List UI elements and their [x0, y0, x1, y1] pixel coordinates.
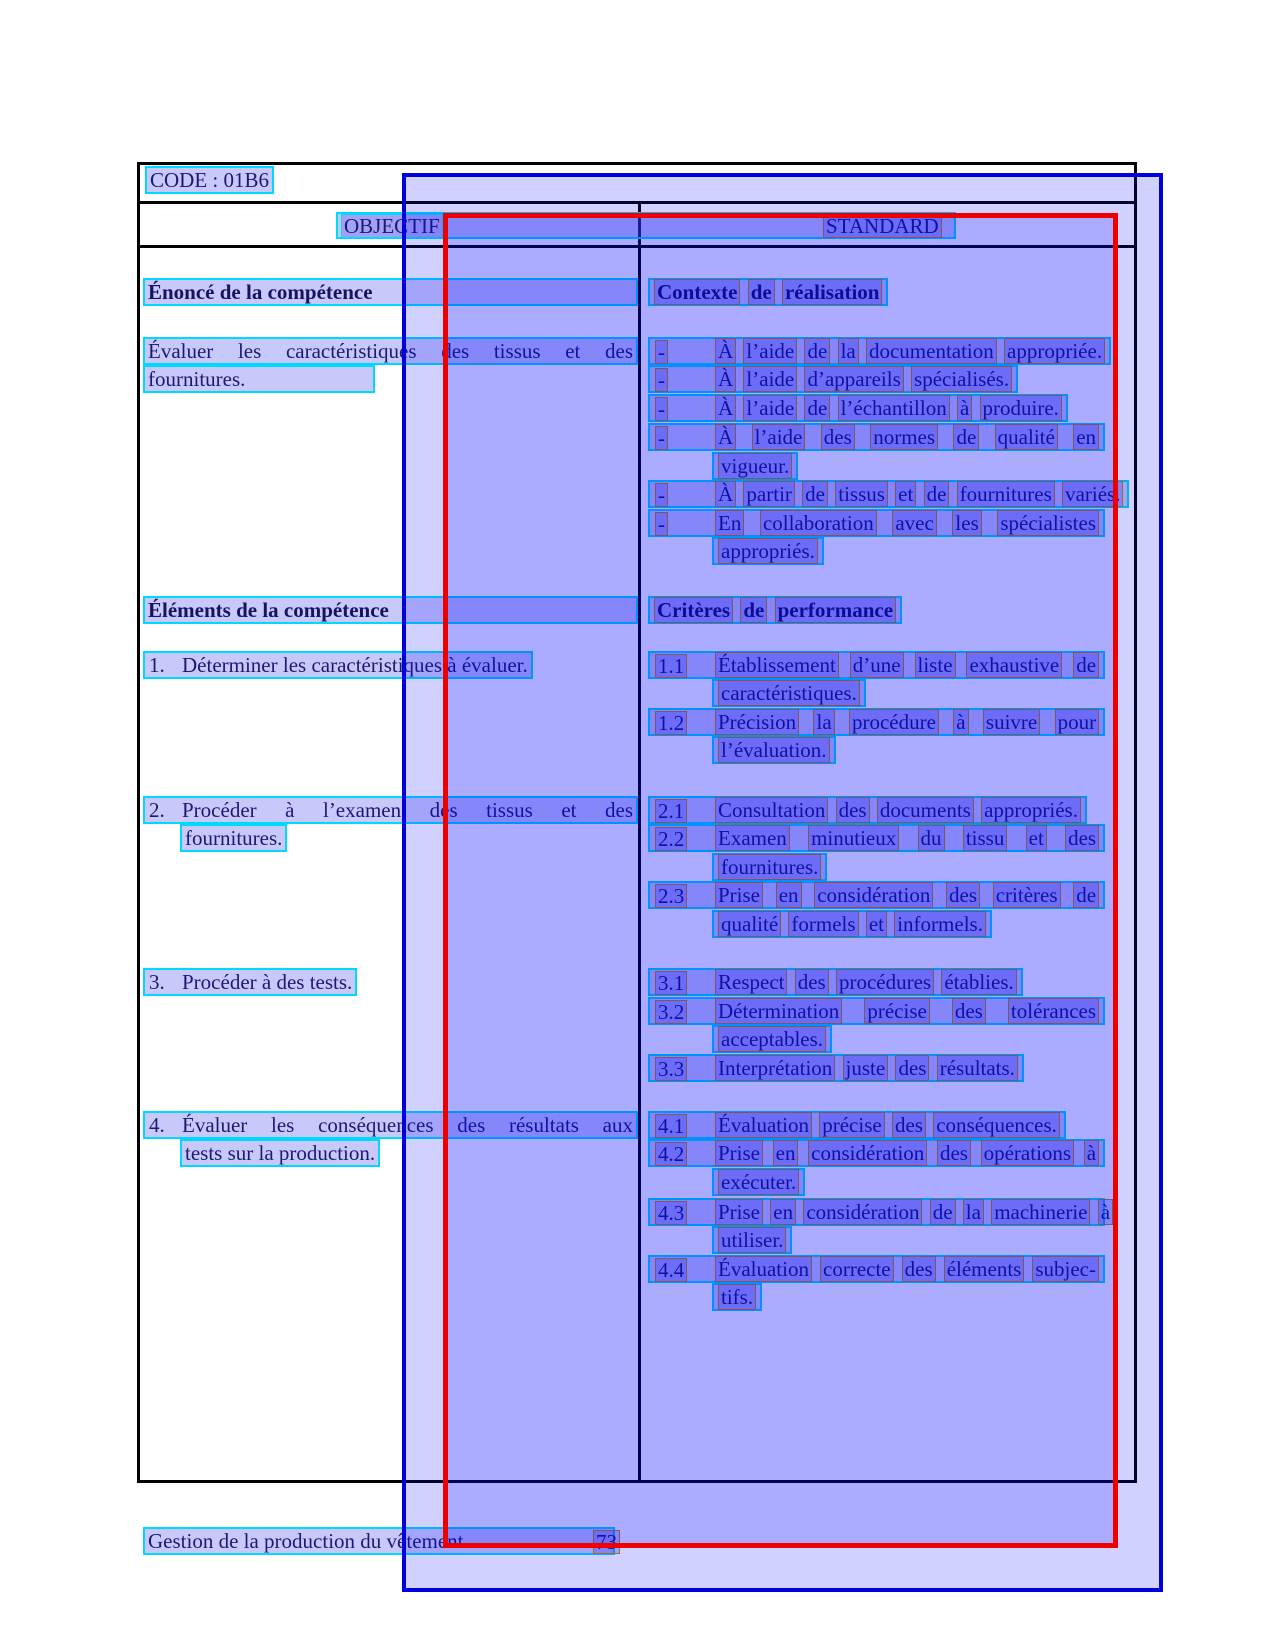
criterion-3-3-text: Interprétation juste des résultats.	[714, 1056, 1019, 1080]
context-item-1-text: À l’aide de la documentation appropriée.	[714, 339, 1106, 363]
criterion-1-2-marker: 1.2	[655, 711, 687, 735]
footer-title: Gestion de la production du vêtement	[148, 1529, 464, 1553]
criterion-2-1-text: Consultation des documents appropriés.	[714, 798, 1082, 822]
criterion-3-2-text: Détermination précise des tolérances	[714, 999, 1100, 1023]
bullet-marker: -	[655, 426, 668, 450]
element-3-marker: 3.	[149, 970, 165, 994]
criterion-2-1-marker: 2.1	[655, 799, 687, 823]
criterion-1-2-line-2: l’évaluation.	[712, 736, 836, 764]
criterion-2-3-text: Prise en considération des critères de	[714, 883, 1100, 907]
bullet-marker: -	[655, 340, 668, 364]
element-3	[143, 968, 357, 996]
criterion-3-1-marker: 3.1	[655, 971, 687, 995]
criterion-4-4-marker: 4.4	[655, 1258, 687, 1282]
annotation-region-red	[443, 213, 1118, 1548]
criteria-heading: Critères de performance	[648, 596, 902, 624]
page-number: 73	[593, 1530, 620, 1554]
criterion-4-1-marker: 4.1	[655, 1114, 687, 1138]
context-heading: Contexte de réalisation	[648, 278, 888, 306]
element-4-text: Évaluer les conséquences des résultats aux	[182, 1113, 633, 1137]
bullet-marker: -	[655, 368, 668, 392]
context-item-3-text: À l’aide de l’échantillon à produire.	[714, 396, 1063, 420]
element-4-marker: 4.	[149, 1113, 165, 1137]
criterion-4-4-line-2: tifs.	[712, 1283, 762, 1311]
element-2-text: Procéder à l’examen des tissus et des	[182, 798, 633, 822]
competency-statement-line-1: Évaluer les caractéristiques des tissus et des	[143, 337, 638, 365]
criterion-4-1-text: Évaluation précise des conséquences.	[714, 1113, 1061, 1137]
context-item-5-text: À partir de tissus et de fournitures variés.	[714, 482, 1124, 506]
criterion-1-1-line-2: caractéristiques.	[712, 679, 866, 707]
bullet-marker: -	[655, 397, 668, 421]
standard-header: STANDARD	[823, 214, 942, 238]
competency-statement-heading: Énoncé de la compétence	[143, 278, 638, 306]
criterion-1-1-text: Établissement d’une liste exhaustive de	[714, 653, 1100, 677]
element-1-text: Déterminer les caractéristiques à évaluer.	[182, 653, 528, 677]
criterion-4-2-line-2: exécuter.	[712, 1168, 805, 1196]
competency-statement-line-2: fournitures.	[143, 365, 375, 393]
element-3-text: Procéder à des tests.	[182, 970, 353, 994]
criterion-4-4-text: Évaluation correcte des éléments subjec-	[714, 1257, 1100, 1281]
context-item-6-line-2: appropriés.	[712, 537, 824, 565]
criterion-4-2-text: Prise en considération des opérations à	[714, 1141, 1100, 1165]
criterion-2-2-text: Examen minutieux du tissu et des	[714, 826, 1100, 850]
criterion-1-1-marker: 1.1	[655, 654, 687, 678]
context-item-4-line-2: vigueur.	[712, 452, 798, 480]
element-2-marker: 2.	[149, 798, 165, 822]
context-item-6-text: En collaboration avec les spécialistes	[714, 511, 1100, 535]
criterion-4-3-text: Prise en considération de la machinerie à	[714, 1200, 1114, 1224]
criterion-2-3-line-2: qualité formels et informels.	[712, 910, 992, 938]
competency-elements-heading: Éléments de la compétence	[143, 596, 638, 624]
criterion-2-3-marker: 2.3	[655, 884, 687, 908]
criterion-4-3-line-2: utiliser.	[712, 1226, 792, 1254]
criterion-1-2-text: Précision la procédure à suivre pour	[714, 710, 1100, 734]
context-item-4-text: À l’aide des normes de qualité en	[714, 425, 1100, 449]
criterion-4-2-marker: 4.2	[655, 1142, 687, 1166]
criterion-2-2-line-2: fournitures.	[712, 853, 827, 881]
bullet-marker: -	[655, 512, 668, 536]
criterion-3-1-text: Respect des procédures établies.	[714, 970, 1018, 994]
element-4-line-2: tests sur la production.	[180, 1139, 380, 1167]
context-item-2-text: À l’aide d’appareils spécialisés.	[714, 367, 1013, 391]
bullet-marker: -	[655, 483, 668, 507]
criterion-3-2-marker: 3.2	[655, 1000, 687, 1024]
code-label: CODE : 01B6	[145, 166, 274, 194]
element-1-marker: 1.	[149, 653, 165, 677]
criterion-4-3-marker: 4.3	[655, 1201, 687, 1225]
objectif-header: OBJECTIF	[341, 214, 443, 238]
criterion-3-2-line-2: acceptables.	[712, 1025, 832, 1053]
criterion-3-3-marker: 3.3	[655, 1057, 687, 1081]
criterion-2-2-marker: 2.2	[655, 827, 687, 851]
element-2-line-2: fournitures.	[180, 824, 287, 852]
